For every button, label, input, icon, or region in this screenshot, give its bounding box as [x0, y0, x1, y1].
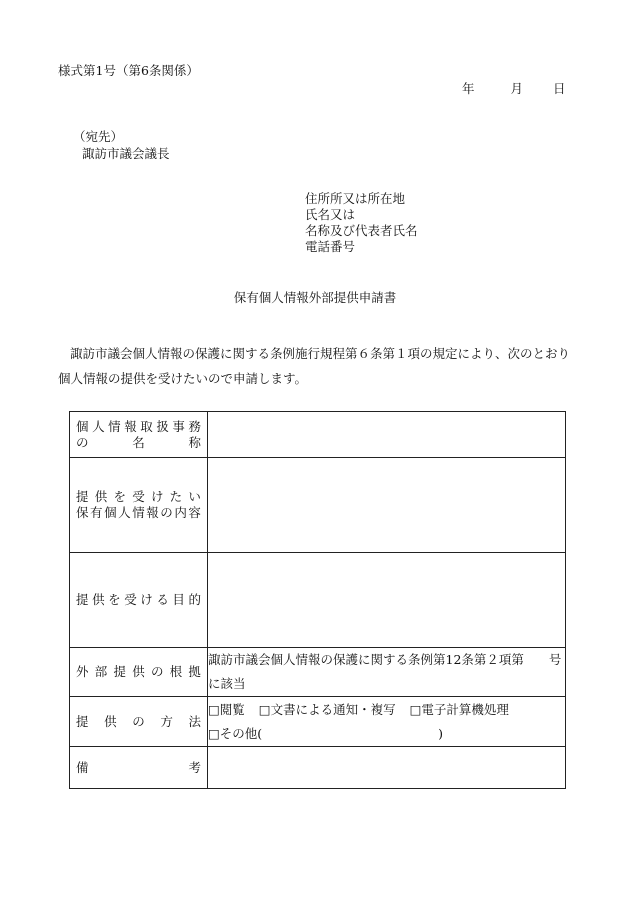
value-purpose[interactable]	[208, 553, 566, 648]
date-month: 月	[510, 81, 523, 96]
label-info-content	[70, 458, 208, 553]
table-row-method	[70, 697, 566, 747]
label-line: 保 有 個 人 情 報 の 内 容	[76, 505, 201, 520]
checkbox-other[interactable]: □その他(	[208, 725, 263, 741]
label-line: 備 考	[76, 759, 201, 775]
label-line: 外 部 提 供 の 根 拠	[76, 664, 201, 679]
label-line: 個 人 情 報 取 扱 事 務	[76, 418, 201, 434]
value-office-name[interactable]	[208, 412, 566, 458]
label-method	[70, 697, 208, 747]
applicant-phone-label: 電話番号	[305, 239, 356, 254]
table-row-info-content	[70, 458, 566, 553]
label-remarks	[70, 747, 208, 789]
label-purpose	[70, 553, 208, 648]
application-table	[69, 411, 566, 789]
value-method	[208, 697, 566, 747]
table-row-purpose	[70, 553, 566, 648]
label-legal-basis	[70, 648, 208, 697]
document-title: 保有個人情報外部提供申請書	[233, 290, 397, 305]
addressee-label: （宛先）	[73, 129, 124, 144]
form-number: 様式第1号（第6条関係）	[58, 63, 199, 78]
date-day: 日	[552, 81, 566, 96]
label-line: の 名 称	[76, 434, 201, 450]
table-row-legal-basis	[70, 648, 566, 697]
checkbox-computer-processing[interactable]: □電子計算機処理	[409, 701, 509, 717]
applicant-block	[305, 191, 418, 255]
checkbox-document-copy[interactable]: □文書による通知・複写	[258, 701, 396, 717]
date-line	[462, 79, 565, 97]
label-line: 提 供 を 受 け る 目 的	[76, 592, 201, 607]
table-row-office-name	[70, 412, 566, 458]
value-legal-basis[interactable]: 諏訪市議会個人情報の保護に関する条例第12条第２項第 号に該当	[208, 648, 566, 697]
label-office-name	[70, 412, 208, 458]
table-row-remarks	[70, 747, 566, 789]
value-remarks[interactable]	[208, 747, 566, 789]
checkbox-viewing[interactable]: □閲覧	[208, 701, 245, 717]
applicant-address-label: 住所所又は所在地	[305, 191, 406, 206]
body-line-2: 個人情報の提供を受けたいので申請します。	[58, 371, 308, 386]
body-text	[58, 341, 570, 391]
date-year: 年	[462, 81, 475, 96]
label-line: 提 供 の 方 法	[76, 713, 201, 729]
label-line: 提 供 を 受 け た い	[76, 489, 201, 504]
addressee-name: 諏訪市議会議長	[82, 146, 170, 161]
applicant-name-label-2: 名称及び代表者氏名	[305, 223, 418, 238]
body-line-1: 諏訪市議会個人情報の保護に関する条例施行規程第６条第１項の規定により、次のとおり	[70, 346, 571, 361]
value-info-content[interactable]	[208, 458, 566, 553]
applicant-name-label-1: 氏名又は	[305, 207, 356, 222]
other-close-paren: )	[438, 725, 444, 741]
